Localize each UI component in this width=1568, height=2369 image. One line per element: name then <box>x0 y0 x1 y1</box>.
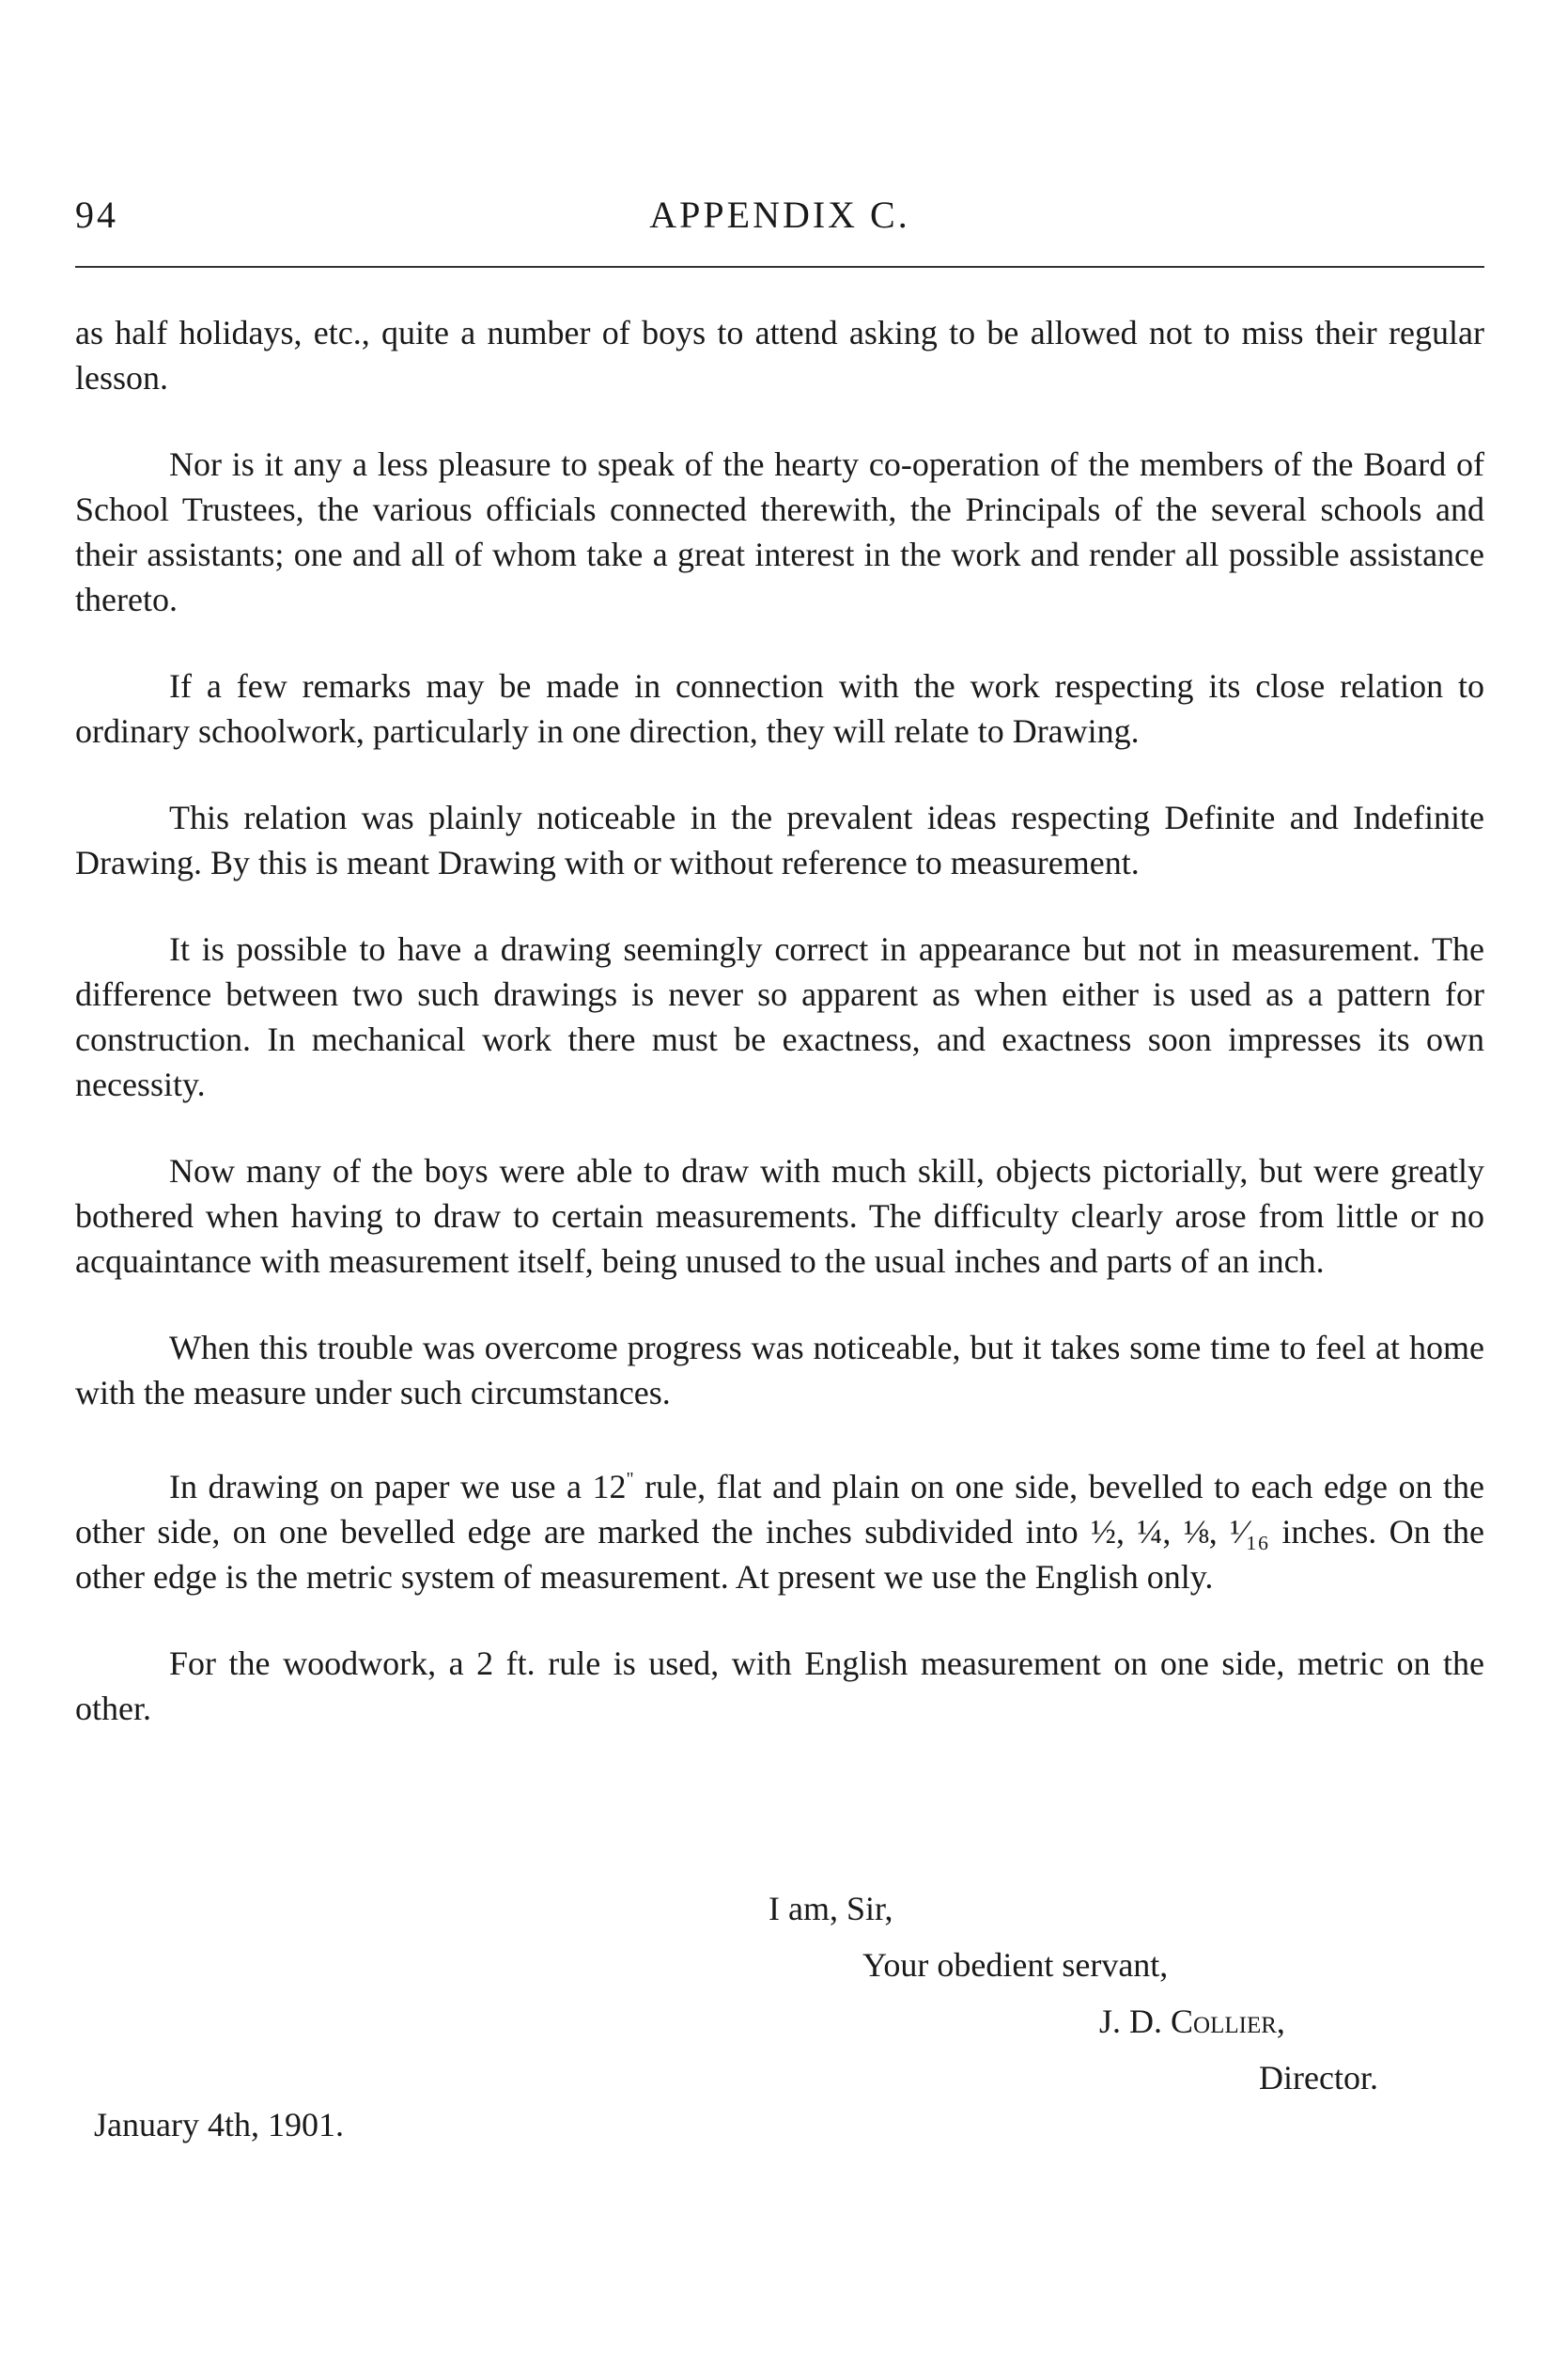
page-number: 94 <box>75 194 118 236</box>
paragraph-woodwork: For the woodwork, a 2 ft. rule is used, with English measurement on one side, metric on the other. <box>75 1644 1484 1727</box>
paragraph-drawing-relation: If a few remarks may be made in connection with the work respecting its close relation to ordinary schoolwork, particularly in one direction, they will relate to Drawing. <box>75 667 1484 750</box>
closing: Your obedient servant, <box>862 1946 1169 1984</box>
paragraph-continuation: as half holidays, etc., quite a number of boys to attend asking to be allowed not to miss their regular lesson. <box>75 314 1484 397</box>
letter-date: January 4th, 1901. <box>94 2106 344 2143</box>
paragraph-cooperation: Nor is it any a less pleasure to speak of the hearty co-operation of the members of the Board of School Trustees, the various officials connected therewith, the Principals of the several schools and their assistants; one and all of whom take a great interest in the work and render all possible assistance thereto. <box>75 445 1484 618</box>
running-head: APPENDIX C. <box>649 194 910 236</box>
inch-mark: " <box>626 1469 634 1489</box>
signer-title: Director. <box>1259 2059 1378 2096</box>
rule-text-after: rule, flat and plain on one side, bevelled to each edge on the other side, on one bevelled edge are marked the inches subdivided into ½, ¼, ⅛, ¹⁄₁₆ inches. On the other edge is the metric system of measurement. At present we use the English only. <box>75 1468 1485 1596</box>
paragraph-boys-drawing: Now many of the boys were able to draw with much skill, objects pictorially, but were greatly bothered when having to draw to certain measurements. The difficulty clearly arose from little or no acquaintance with measurement itself, being unused to the usual inches and parts of an inch. <box>75 1152 1484 1280</box>
paragraph-measurement: It is possible to have a drawing seemingly correct in appearance but not in measurement. The difference between two such drawings is never so apparent as when either is used as a pattern for construction. In mechanical work there must be exactness, and exactness soon impresses its own necessity. <box>75 930 1484 1103</box>
paragraph-rule <box>75 1457 1484 1599</box>
paragraph-definite-drawing: This relation was plainly noticeable in the prevalent ideas respecting Definite and Indefinite Drawing. By this is meant Drawing with or without reference to measurement. <box>75 799 1484 881</box>
body-text <box>75 310 1484 1772</box>
rule-text-before: In drawing on paper we use a 12 <box>169 1468 627 1505</box>
signature: J. D. Collier, <box>1099 2003 1285 2040</box>
paragraph-progress: When this trouble was overcome progress was noticeable, but it takes some time to feel at home with the measure under such circumstances. <box>75 1329 1484 1411</box>
header-rule <box>75 266 1484 268</box>
salutation: I am, Sir, <box>768 1890 893 1927</box>
page-header <box>75 193 1484 240</box>
